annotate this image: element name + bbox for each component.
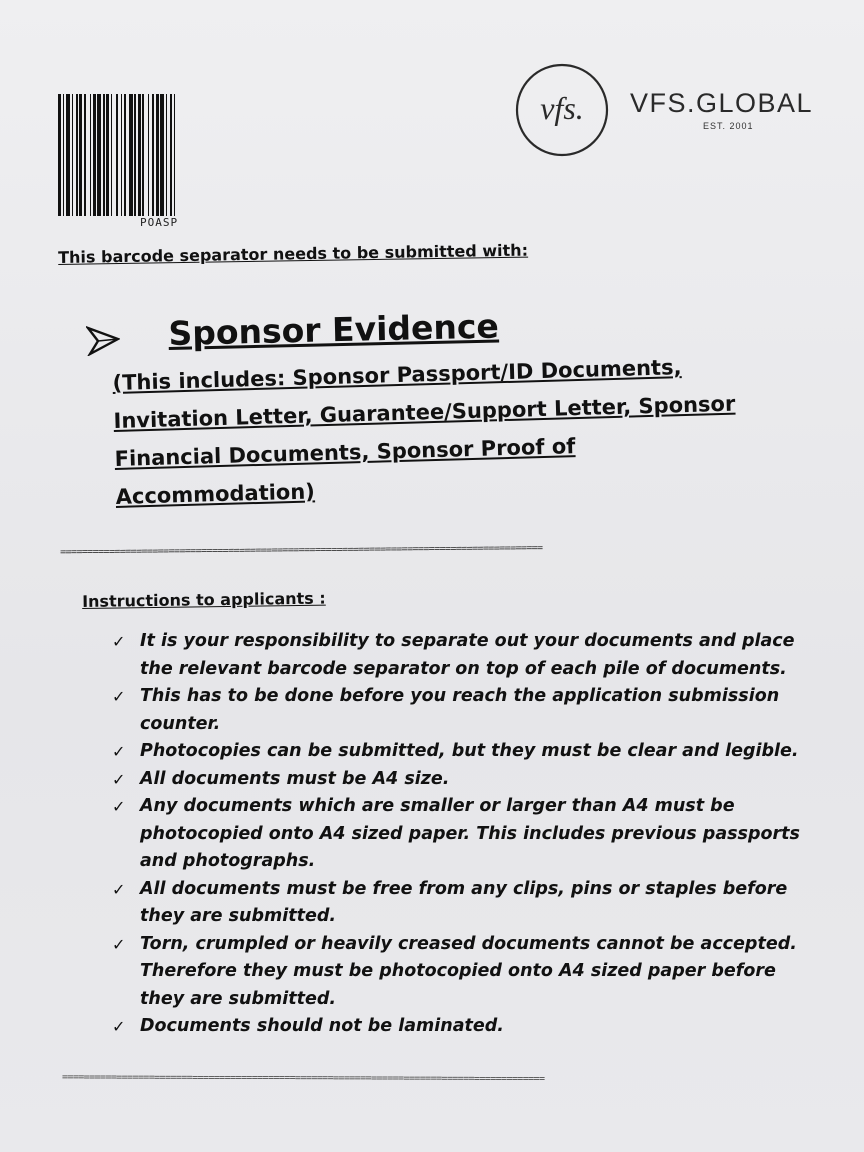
barcode-bar: [90, 94, 91, 216]
barcode-bar: [58, 94, 61, 216]
barcode: [58, 94, 272, 216]
barcode-bar: [111, 94, 112, 216]
checkmark-icon: ✓: [112, 687, 126, 706]
barcode-bar: [76, 94, 78, 216]
divider-bottom: =========================================================================================: [61, 1072, 545, 1085]
instructions-list: [110, 628, 810, 1041]
barcode-bar: [79, 94, 82, 216]
barcode-bar: [93, 94, 96, 216]
checkmark-icon: ✓: [112, 632, 126, 651]
brand-name: VFS.GLOBAL: [630, 88, 814, 118]
list-item: [110, 766, 810, 794]
barcode-bar: [142, 94, 144, 216]
instruction-text: Any documents which are smaller or larger than A4 must be photocopied onto A4 sized paper. This includes previous passports and photographs.: [140, 796, 800, 871]
checkmark-icon: ✓: [112, 797, 126, 816]
list-item: [110, 876, 810, 931]
instruction-text: Torn, crumpled or heavily creased documents cannot be accepted. Therefore they must be photocopied onto A4 sized paper before they are submitted.: [140, 933, 797, 1009]
barcode-bar: [72, 94, 73, 216]
barcode-bar: [84, 94, 86, 216]
checkmark-icon: ✓: [112, 769, 126, 789]
logo-monogram: vfs.: [540, 90, 584, 126]
barcode-bar: [166, 94, 167, 216]
instruction-text: Documents should not be laminated.: [140, 1016, 504, 1036]
checkmark-icon: ✓: [112, 934, 126, 954]
vfs-logo-icon: [512, 62, 612, 158]
list-item: [110, 931, 810, 1014]
instruction-text: All documents must be A4 size.: [140, 768, 450, 789]
section-title: Sponsor Evidence: [168, 306, 500, 353]
barcode-bar: [152, 94, 154, 216]
instructions-title: Instructions to applicants :: [82, 588, 326, 611]
list-item: [110, 683, 810, 738]
instruction-text: All documents must be free from any clips, pins or staples before they are submitted.: [140, 878, 788, 926]
barcode-bar: [148, 94, 149, 216]
barcode-bar: [129, 94, 133, 216]
section-includes: (This includes: Sponsor Passport/ID Documents, Invitation Letter, Guarantee/Support Letter, Sponsor Financial Documents, Sponsor Proof of Accommodation): [112, 355, 736, 509]
barcode-bar: [156, 94, 159, 216]
checkmark-icon: ✓: [112, 879, 126, 899]
divider-top: =========================================================================================: [60, 542, 543, 558]
barcode-bar: [106, 94, 109, 216]
barcode-bar: [103, 94, 105, 216]
barcode-bar: [97, 94, 101, 216]
barcode-caption: POASP: [140, 216, 179, 229]
barcode-bar: [174, 94, 175, 216]
arrowhead-icon: [86, 326, 120, 356]
instruction-text: Photocopies can be submitted, but they must be clear and legible.: [140, 741, 799, 761]
checkmark-icon: ✓: [112, 1017, 126, 1036]
barcode-bar: [170, 94, 172, 216]
brand-established: EST. 2001: [703, 121, 754, 131]
barcode-bar: [63, 94, 64, 216]
barcode-bar: [138, 94, 141, 216]
barcode-bar: [124, 94, 126, 216]
barcode-bar: [160, 94, 164, 216]
list-item: [110, 738, 810, 766]
list-item: [110, 1013, 810, 1041]
list-item: [110, 628, 810, 683]
separator-note: This barcode separator needs to be submitted with:: [58, 240, 529, 267]
barcode-bar: [66, 94, 70, 216]
barcode-bar: [121, 94, 122, 216]
instruction-text: It is your responsibility to separate out your documents and place the relevant barcode separator on top of each pile of documents.: [140, 631, 795, 679]
instruction-text: This has to be done before you reach the application submission counter.: [140, 686, 780, 734]
list-item: [110, 793, 810, 876]
barcode-bar: [116, 94, 118, 216]
barcode-bar: [134, 94, 136, 216]
checkmark-icon: ✓: [112, 742, 126, 761]
